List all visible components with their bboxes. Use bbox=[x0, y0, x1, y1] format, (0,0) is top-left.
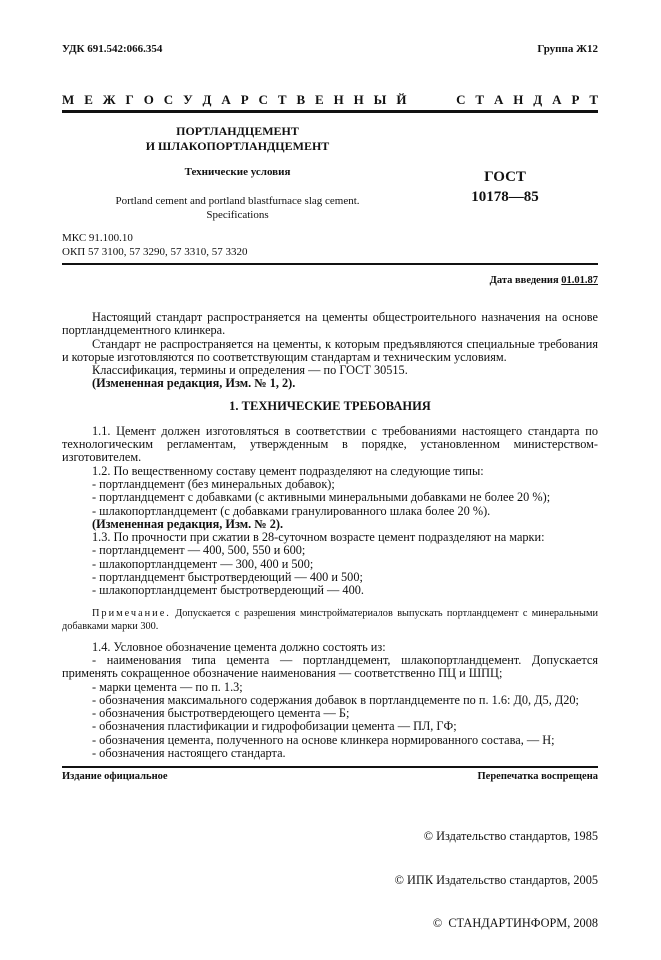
list-item: - обозначения цемента, полученного на основе клинкера нормированного состава, — Н; bbox=[92, 732, 555, 747]
list-item: - обозначения максимального содержания добавок в портландцементе по п. 1.6: Д0, Д5, Д20; bbox=[92, 692, 579, 707]
udk-code: УДК 691.542:066.354 bbox=[62, 43, 163, 55]
note-text: Допускается с разрешения минстройматериалов выпускать портландцемент с минеральными добавками марки 300. bbox=[62, 607, 598, 632]
intro-paragraph: Настоящий стандарт распространяется на цементы общестроительного назначения на основе портландцементного клинкера. bbox=[62, 310, 598, 338]
list-item: - наименования типа цемента — портландцемент, шлакопортландцемент. Допускается применять сокращенное обозначение наименования — соответственно ПЦ и ШПЦ; bbox=[62, 652, 598, 681]
list-item: - обозначения быстротвердеющего цемента — Б; bbox=[92, 706, 350, 721]
list-item: - портландцемент — 400, 500, 550 и 600; bbox=[92, 543, 306, 558]
copyright-line: © Издательство стандартов, 1985 bbox=[423, 829, 598, 844]
interstate-standard-banner: М Е Ж Г О С У Д А Р С Т В Е Н Н Ы Й С Т А Н Д А Р Т bbox=[62, 92, 598, 107]
okp-codes: ОКП 57 3100, 57 3290, 57 3310, 57 3320 bbox=[62, 246, 248, 258]
list-item: - портландцемент с добавками (с активными минеральными добавками не более 20 %); bbox=[92, 490, 551, 505]
document-title bbox=[90, 124, 385, 154]
footer-row bbox=[62, 770, 598, 783]
list-item: - обозначения настоящего стандарта. bbox=[92, 746, 286, 761]
list-item: - шлакопортландцемент быстротвердеющий — 400. bbox=[92, 583, 364, 598]
gost-number: 10178—85 bbox=[471, 189, 539, 205]
list-item: - марки цемента — по п. 1.3; bbox=[92, 679, 243, 694]
list-item: - портландцемент быстротвердеющий — 400 и 500; bbox=[92, 570, 363, 585]
list-item: - обозначения пластификации и гидрофобизации цемента — ПЛ, ГФ; bbox=[92, 719, 457, 734]
clause-1-4: 1.4. Условное обозначение цемента должно состоять из: bbox=[92, 639, 386, 654]
introduction-date-value: 01.01.87 bbox=[561, 275, 598, 286]
clause-1-1: 1.1. Цемент должен изготовляться в соответствии с требованиями настоящего стандарта по технологическим регламентам, утвержденным в порядке, установленном министерством-изготовителем. bbox=[62, 423, 598, 465]
intro-section bbox=[62, 311, 598, 391]
gost-number-block bbox=[455, 167, 555, 207]
english-title-line-1: Portland cement and portland blastfurnace slag cement. bbox=[115, 195, 360, 207]
list-item: - шлакопортландцемент (с добавками гранулированного шлака более 20 %). bbox=[92, 503, 491, 518]
note bbox=[62, 607, 598, 633]
section-heading: 1. ТЕХНИЧЕСКИЕ ТРЕБОВАНИЯ bbox=[229, 398, 431, 413]
clause-1-2: 1.2. По вещественному составу цемент подразделяют на следующие типы: bbox=[92, 463, 484, 478]
title-line-1: ПОРТЛАНДЦЕМЕНТ bbox=[176, 124, 299, 138]
group-code: Группа Ж12 bbox=[537, 43, 598, 55]
introduction-date bbox=[490, 274, 598, 287]
classification-codes bbox=[62, 231, 247, 259]
official-edition: Издание официальное bbox=[62, 771, 168, 783]
change-note: (Измененная редакция, Изм. № 1, 2). bbox=[92, 376, 296, 391]
clause-1-3: 1.3. По прочности при сжатии в 28-суточном возрасте цемент подразделяют на марки: bbox=[92, 530, 545, 545]
document-body bbox=[62, 311, 598, 960]
english-title-line-2: Specifications bbox=[206, 209, 269, 221]
copyright-line: © ИПК Издательство стандартов, 2005 bbox=[394, 872, 598, 887]
banner-rule bbox=[62, 110, 598, 113]
list-item: - портландцемент (без минеральных добавок); bbox=[92, 476, 335, 491]
copyright-line: © СТАНДАРТИНФОРМ, 2008 bbox=[432, 916, 598, 931]
intro-paragraph: Стандарт не распространяется на цементы, к которым предъявляются специальные требования и которые изготовляются по соответствующим стандартам и техническим условиям. bbox=[62, 336, 598, 364]
document-subtitle: Технические условия bbox=[184, 166, 291, 178]
reprint-prohibited: Перепечатка воспрещена bbox=[477, 771, 598, 783]
footer-rule bbox=[62, 766, 598, 768]
section-1-body bbox=[62, 425, 598, 761]
gost-label: ГОСТ bbox=[484, 169, 526, 185]
note-label: Примечание. bbox=[92, 607, 171, 619]
list-item: - шлакопортландцемент — 300, 400 и 500; bbox=[92, 556, 314, 571]
title-line-2: И ШЛАКОПОРТЛАНДЦЕМЕНТ bbox=[145, 139, 330, 153]
mks-code: МКС 91.100.10 bbox=[62, 232, 133, 244]
header-rule bbox=[62, 263, 598, 265]
introduction-date-label: Дата введения bbox=[489, 275, 559, 286]
intro-paragraph: Классификация, термины и определения — по ГОСТ 30515. bbox=[92, 363, 408, 378]
change-note: (Измененная редакция, Изм. № 2). bbox=[92, 516, 284, 531]
english-title bbox=[70, 194, 405, 222]
